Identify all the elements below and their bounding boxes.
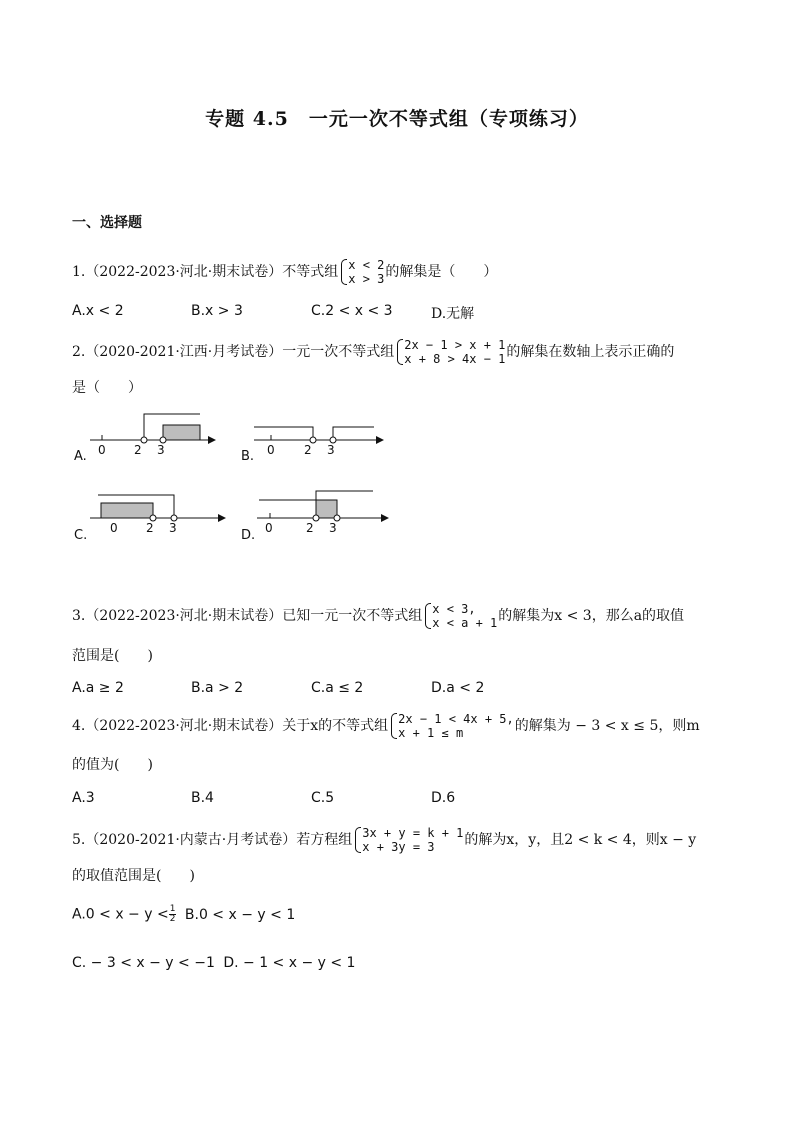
q1-option-a: A.x < 2	[72, 303, 124, 319]
number-line-b	[252, 408, 388, 448]
q5-prefix: 5.（2020-2021·内蒙古·月考试卷）若方程组	[72, 832, 353, 848]
q3-eq2: x < a + 1	[432, 616, 498, 630]
q5-option-a-text: A.0 < x − y <	[72, 906, 169, 923]
b-tick-3: 3	[327, 443, 335, 457]
option-a-label: A.	[74, 449, 87, 464]
a-tick-3: 3	[157, 443, 165, 457]
q4-eq2: x + 1 ≤ m	[398, 726, 464, 740]
q3-suffix: 的解集为x < 3，那么a的取值	[498, 608, 685, 624]
q4-option-a: A.3	[72, 790, 95, 806]
q4-option-b: B.4	[191, 790, 214, 806]
q4-eq1: 2x − 1 < 4x + 5,	[398, 712, 514, 726]
q1-suffix: 的解集是（ ）	[385, 264, 498, 280]
number-line-a	[88, 408, 218, 448]
q5-option-c: C. − 3 < x − y < −1	[72, 955, 215, 971]
question-1	[72, 258, 497, 286]
section-heading: 一、选择题	[72, 215, 142, 231]
q2-line2: 是（ ）	[72, 380, 142, 396]
q1-eq2: x > 3	[348, 272, 385, 286]
q2-eq1: 2x − 1 > x + 1	[404, 338, 506, 352]
question-4	[72, 712, 700, 740]
q4-suffix: 的解集为 − 3 < x ≤ 5，则m	[514, 718, 700, 734]
option-d-label: D.	[241, 528, 256, 543]
q1-prefix: 1.（2022-2023·河北·期末试卷）不等式组	[72, 264, 339, 280]
q5-option-a-fraction	[169, 905, 177, 924]
q3-eq1: x < 3,	[432, 602, 476, 616]
b-tick-0: 0	[267, 443, 275, 457]
q1-option-c: C.2 < x < 3	[311, 303, 393, 319]
q3-option-c: C.a ≤ 2	[311, 680, 364, 696]
q4-system	[389, 712, 514, 740]
c-tick-3: 3	[169, 521, 177, 535]
number-line-d	[255, 488, 395, 528]
q3-option-d: D.a < 2	[431, 680, 485, 696]
q4-option-d: D.6	[431, 790, 456, 806]
q5-eq2: x + 3y = 3	[362, 840, 435, 854]
q2-eq2: x + 8 > 4x − 1	[404, 352, 506, 366]
q5-option-d: D. − 1 < x − y < 1	[223, 955, 356, 971]
q1-option-d: D.无解	[431, 306, 475, 322]
fraction-numerator: 1	[169, 904, 176, 914]
q1-eq1: x < 2	[348, 258, 385, 272]
q4-line2: 的值为( )	[72, 757, 153, 773]
q4-option-c: C.5	[311, 790, 335, 806]
q5-suffix: 的解为x，y，且2 < k < 4，则x − y	[464, 832, 697, 848]
q3-line2: 范围是( )	[72, 648, 153, 664]
q5-options-cd	[72, 955, 355, 971]
q5-eq1: 3x + y = k + 1	[362, 826, 464, 840]
q5-line2: 的取值范围是( )	[72, 868, 195, 884]
q5-system	[353, 826, 463, 854]
question-5	[72, 826, 696, 854]
q1-option-b: B.x > 3	[191, 303, 243, 319]
q3-prefix: 3.（2022-2023·河北·期末试卷）已知一元一次不等式组	[72, 608, 423, 624]
q4-prefix: 4.（2022-2023·河北·期末试卷）关于x的不等式组	[72, 718, 389, 734]
option-b-label: B.	[241, 449, 255, 464]
a-tick-0: 0	[98, 443, 106, 457]
q1-system	[339, 258, 384, 286]
fraction-denominator: 2	[169, 914, 176, 924]
q5-option-b: B.0 < x − y < 1	[184, 906, 296, 923]
d-tick-0: 0	[265, 521, 273, 535]
q3-option-a: A.a ≥ 2	[72, 680, 124, 696]
a-tick-2: 2	[134, 443, 142, 457]
q3-system	[423, 602, 497, 630]
question-3	[72, 602, 684, 630]
d-tick-3: 3	[329, 521, 337, 535]
q2-prefix: 2.（2020-2021·江西·月考试卷）一元一次不等式组	[72, 344, 395, 360]
q3-option-b: B.a > 2	[191, 680, 244, 696]
c-tick-0: 0	[110, 521, 118, 535]
question-2	[72, 338, 674, 366]
q2-system	[395, 338, 505, 366]
c-tick-2: 2	[146, 521, 154, 535]
option-c-label: C.	[74, 528, 88, 543]
page-title: 专题 4.5 一元一次不等式组（专项练习）	[205, 108, 589, 130]
d-tick-2: 2	[306, 521, 314, 535]
q5-option-a	[72, 905, 295, 924]
b-tick-2: 2	[304, 443, 312, 457]
q2-suffix: 的解集在数轴上表示正确的	[506, 344, 675, 360]
